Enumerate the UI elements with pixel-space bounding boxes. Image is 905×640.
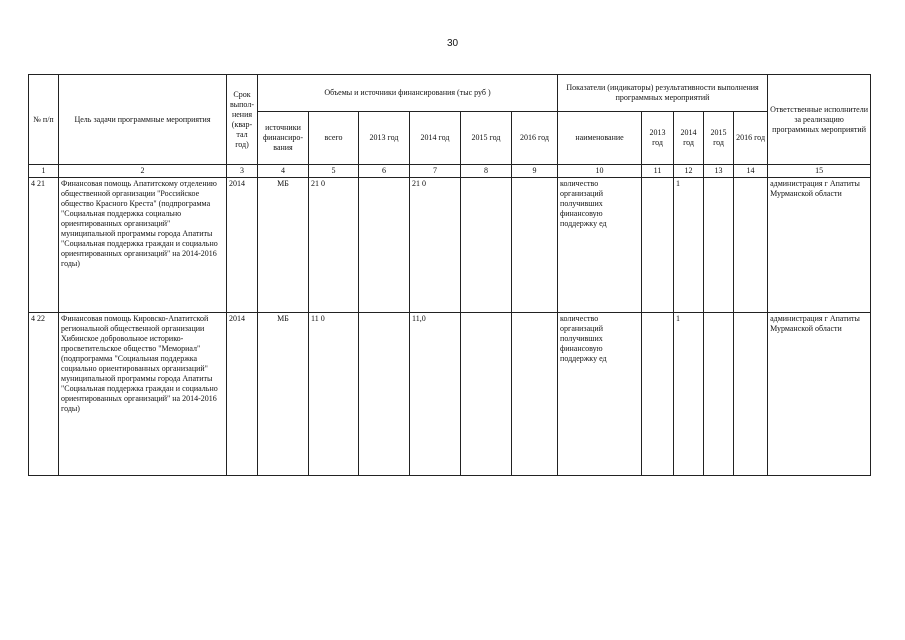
header-finance-group: Объемы и источники финансирования (тыс руб ): [258, 75, 558, 112]
col-num: 4: [258, 165, 309, 178]
header-term: Срок выпол-нения (квар-тал год): [227, 75, 258, 165]
row-2015: [461, 178, 512, 313]
row-2016: [512, 313, 558, 476]
row-num: 4 22: [29, 313, 59, 476]
row-source: МБ: [258, 178, 309, 313]
col-num: 7: [410, 165, 461, 178]
col-num: 13: [704, 165, 734, 178]
row-indicator: количество организаций получивших финансовую поддержку ед: [558, 313, 642, 476]
program-activities-table: [28, 74, 871, 476]
header-source: источники финансиро-вания: [258, 112, 309, 165]
header-total: всего: [309, 112, 359, 165]
row-term: 2014: [227, 178, 258, 313]
header-2016: 2016 год: [512, 112, 558, 165]
col-num: 14: [734, 165, 768, 178]
header-ind-2013: 2013 год: [642, 112, 674, 165]
header-responsible: Ответственные исполнители за реализацию программных мероприятий: [768, 75, 871, 165]
row-2015: [461, 313, 512, 476]
row-ind-2016: [734, 313, 768, 476]
header-2014: 2014 год: [410, 112, 461, 165]
row-ind-2013: [642, 178, 674, 313]
row-ind-2014: 1: [674, 313, 704, 476]
row-ind-2015: [704, 313, 734, 476]
col-num: 3: [227, 165, 258, 178]
row-goal: Финансовая помощь Кировско-Апатитской региональной общественной организации Хибинское добровольное историко-просветительское общество "Мемориал" (подпрограмма "Социальная поддержка социально ориентированных организаций" муниципальной программы города Апатиты "Социальная поддержка граждан и социально ориентированных организаций" на 2014-2016 годы): [59, 313, 227, 476]
header-num: № п/п: [29, 75, 59, 165]
header-ind-2016: 2016 год: [734, 112, 768, 165]
table-row: [29, 313, 871, 476]
row-2013: [359, 178, 410, 313]
row-total: 11 0: [309, 313, 359, 476]
col-num: 12: [674, 165, 704, 178]
col-num: 10: [558, 165, 642, 178]
column-numbers-row: [29, 165, 871, 178]
col-num: 11: [642, 165, 674, 178]
row-ind-2013: [642, 313, 674, 476]
header-indicator-name: наименование: [558, 112, 642, 165]
row-source: МБ: [258, 313, 309, 476]
header-indicators-group: Показатели (индикаторы) результативности выполнения программных мероприятий: [558, 75, 768, 112]
row-total: 21 0: [309, 178, 359, 313]
row-indicator: количество организаций получивших финансовую поддержку ед: [558, 178, 642, 313]
header-2013: 2013 год: [359, 112, 410, 165]
row-goal: Финансовая помощь Апатитскому отделению общественной организации "Российское общество Красного Креста" (подпрограмма "Социальная поддержка социально ориентированных организаций" муниципальной программы города Апатиты "Социальная поддержка граждан и социально ориентированных организаций" на 2014-2016 годы): [59, 178, 227, 313]
row-responsible: администрация г Апатиты Мурманской области: [768, 178, 871, 313]
col-num: 8: [461, 165, 512, 178]
header-ind-2014: 2014 год: [674, 112, 704, 165]
row-ind-2014: 1: [674, 178, 704, 313]
header-row-1: [29, 75, 871, 112]
col-num: 6: [359, 165, 410, 178]
col-num: 9: [512, 165, 558, 178]
col-num: 1: [29, 165, 59, 178]
row-2014: 21 0: [410, 178, 461, 313]
row-2013: [359, 313, 410, 476]
header-2015: 2015 год: [461, 112, 512, 165]
row-responsible: администрация г Апатиты Мурманской области: [768, 313, 871, 476]
col-num: 2: [59, 165, 227, 178]
row-2016: [512, 178, 558, 313]
row-ind-2015: [704, 178, 734, 313]
header-ind-2015: 2015 год: [704, 112, 734, 165]
col-num: 5: [309, 165, 359, 178]
row-ind-2016: [734, 178, 768, 313]
header-goal: Цель задачи программные мероприятия: [59, 75, 227, 165]
col-num: 15: [768, 165, 871, 178]
page-number: 30: [446, 38, 459, 49]
row-num: 4 21: [29, 178, 59, 313]
row-2014: 11,0: [410, 313, 461, 476]
row-term: 2014: [227, 313, 258, 476]
table-row: [29, 178, 871, 313]
